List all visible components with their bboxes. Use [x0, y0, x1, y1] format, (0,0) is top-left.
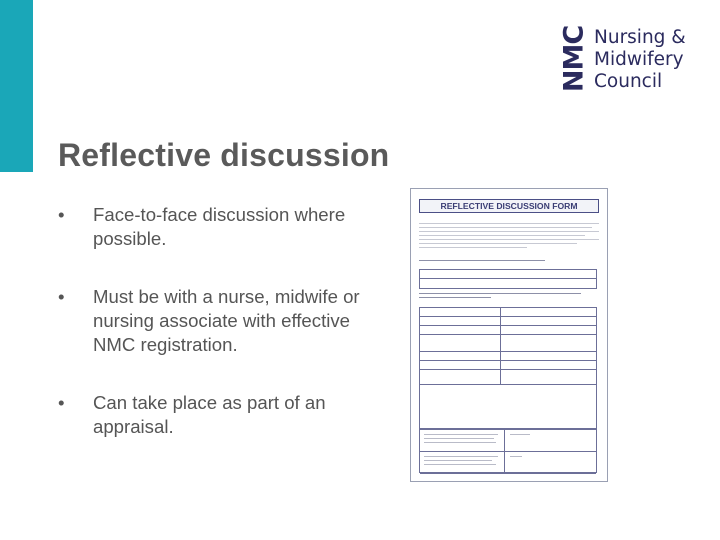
form-intro-text	[419, 223, 599, 251]
form-signature-table	[419, 429, 597, 473]
nmc-logo-text	[594, 27, 720, 93]
form-table-2	[419, 307, 597, 385]
logo-line-1: Nursing &	[594, 27, 686, 48]
accent-bar	[0, 0, 33, 172]
form-section-label-1	[419, 260, 599, 264]
bullet-marker: •	[58, 204, 65, 225]
form-table-2-notes	[419, 385, 597, 429]
bullet-item	[58, 285, 368, 357]
bullet-list	[58, 203, 368, 439]
logo-line-3: Council	[594, 71, 663, 92]
nmc-logo-mark: NMC	[558, 25, 590, 93]
form-heading: REFLECTIVE DISCUSSION FORM	[419, 199, 599, 213]
logo-line-2: Midwifery	[594, 49, 684, 70]
reflective-discussion-form-thumbnail	[410, 188, 608, 482]
bullet-text: Face-to-face discussion where possible.	[93, 204, 346, 249]
bullet-item	[58, 203, 368, 251]
slide-title: Reflective discussion	[58, 137, 390, 173]
bullet-marker: •	[58, 286, 65, 307]
bullet-text: Must be with a nurse, midwife or nursing associate with effective NMC registration.	[93, 286, 360, 355]
form-section-label-2	[419, 293, 599, 301]
form-table-1	[419, 269, 597, 289]
bullet-item	[58, 391, 368, 439]
bullet-marker: •	[58, 392, 65, 413]
bullet-text: Can take place as part of an appraisal.	[93, 392, 326, 437]
